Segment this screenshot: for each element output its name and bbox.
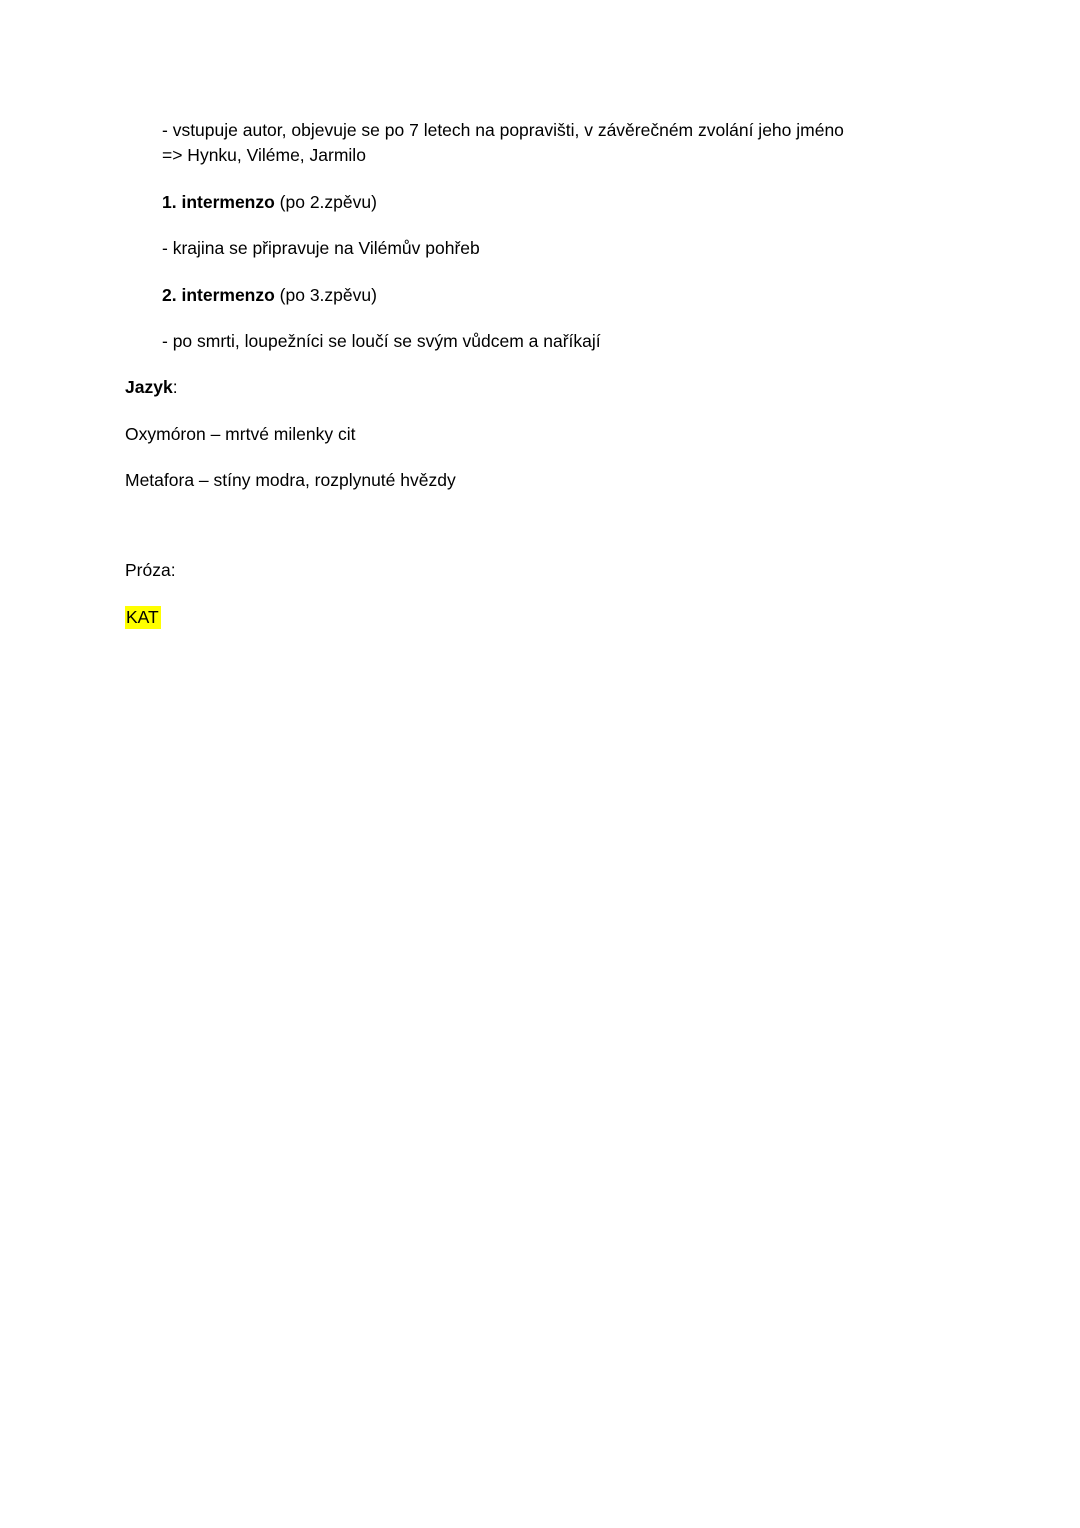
author-entry-line-2: => Hynku, Viléme, Jarmilo (162, 145, 366, 166)
intermenzo-1-detail: (po 2.zpěvu) (274, 191, 377, 212)
heading-jazyk (125, 375, 955, 400)
heading-proza (125, 558, 955, 583)
proza-text: Próza: (125, 560, 176, 581)
paragraph-intermenzo-2-description (125, 329, 955, 354)
intermenzo-2-detail: (po 3.zpěvu) (274, 284, 377, 305)
paragraph-kat-highlighted (125, 605, 955, 630)
jazyk-colon: : (172, 377, 178, 398)
kat-highlight: KAT (126, 606, 159, 627)
paragraph-metafora (125, 468, 955, 493)
intermenzo-1-description-text: - krajina se připravuje na Vilémův pohřeb (162, 238, 480, 259)
paragraph-intermenzo-2 (125, 283, 955, 308)
oxymoron-text: Oxymóron – mrtvé milenky cit (125, 423, 356, 444)
document-body (125, 118, 955, 651)
intermenzo-1-label: 1. intermenzo (162, 191, 275, 212)
paragraph-author-entry (125, 118, 955, 169)
paragraph-intermenzo-1 (125, 190, 955, 215)
intermenzo-2-label: 2. intermenzo (162, 284, 275, 305)
author-entry-line-1: - vstupuje autor, objevuje se po 7 letech na popravišti, v závěrečném zvolání jeho jméno (162, 120, 844, 140)
metafora-text: Metafora – stíny modra, rozplynuté hvězdy (125, 470, 456, 490)
paragraph-spacer (125, 514, 955, 558)
paragraph-intermenzo-1-description (125, 236, 955, 261)
intermenzo-2-description-text: - po smrti, loupežníci se loučí se svým vůdcem a naříkají (162, 330, 601, 351)
paragraph-oxymoron (125, 422, 955, 447)
jazyk-label: Jazyk (125, 377, 173, 398)
